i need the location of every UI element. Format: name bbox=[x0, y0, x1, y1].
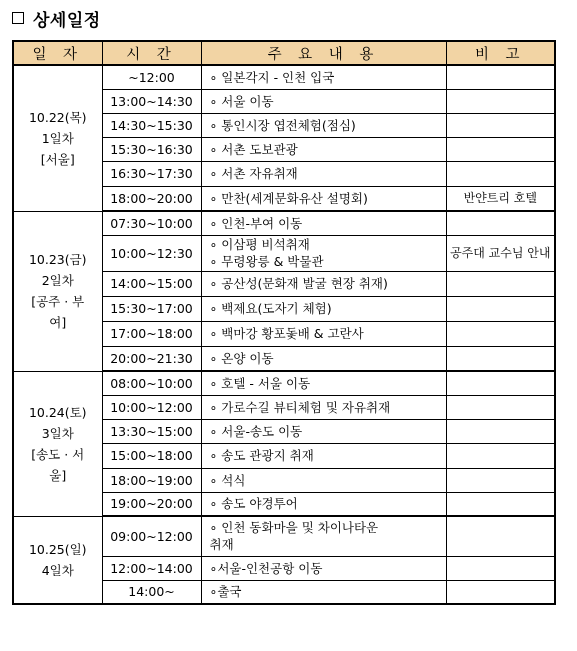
date-line: 10.23(금) bbox=[28, 252, 87, 267]
content-line: ∘ 인천 동화마을 및 차이나타운 bbox=[209, 520, 379, 536]
date-cell bbox=[13, 516, 102, 604]
date-line: 10.25(일) bbox=[28, 541, 87, 557]
note-cell bbox=[446, 65, 555, 89]
content-cell bbox=[201, 65, 446, 89]
note-cell bbox=[446, 580, 555, 604]
content-cell bbox=[201, 492, 446, 516]
content-cell bbox=[201, 113, 446, 137]
date-line: [공주 · 부 bbox=[31, 294, 85, 309]
time-cell: 17:00~18:00 bbox=[102, 321, 201, 346]
date-line: 2일차 bbox=[41, 273, 74, 288]
content-line: ∘ 호텔 - 서울 이동 bbox=[209, 375, 311, 391]
content-cell bbox=[201, 580, 446, 604]
table-row bbox=[13, 211, 555, 235]
content-cell bbox=[201, 395, 446, 419]
time-cell: 07:30~10:00 bbox=[102, 211, 201, 235]
time-cell: 09:00~12:00 bbox=[102, 516, 201, 556]
date-line: 3일차 bbox=[41, 425, 74, 441]
content-line: ∘서울-인천공항 이동 bbox=[209, 560, 323, 576]
date-cell bbox=[13, 371, 102, 516]
content-cell bbox=[201, 443, 446, 468]
date-line: 울] bbox=[49, 467, 67, 483]
date-line: 1일차 bbox=[41, 130, 74, 146]
note-cell bbox=[446, 371, 555, 395]
note-cell bbox=[446, 113, 555, 137]
content-line: ∘출국 bbox=[209, 584, 242, 600]
time-cell: 14:00~15:00 bbox=[102, 271, 201, 296]
content-cell bbox=[201, 346, 446, 371]
time-cell: 10:00~12:30 bbox=[102, 235, 201, 271]
note-cell bbox=[446, 89, 555, 113]
content-line: ∘ 서울-송도 이동 bbox=[209, 423, 303, 439]
content-line: ∘ 송도 관광지 취재 bbox=[209, 448, 314, 463]
note-cell: 공주대 교수님 안내 bbox=[446, 235, 555, 271]
content-line: ∘ 인천-부여 이동 bbox=[209, 215, 303, 231]
content-cell bbox=[201, 186, 446, 211]
time-cell: 18:00~19:00 bbox=[102, 468, 201, 492]
schedule-table bbox=[12, 40, 556, 605]
content-cell bbox=[201, 161, 446, 186]
note-cell bbox=[446, 211, 555, 235]
date-line: [서울] bbox=[40, 151, 75, 167]
note-cell: 반얀트리 호텔 bbox=[446, 186, 555, 211]
content-line: ∘ 무령왕릉 & 박물관 bbox=[209, 254, 324, 269]
note-cell bbox=[446, 492, 555, 516]
time-cell: 08:00~10:00 bbox=[102, 371, 201, 395]
schedule-body bbox=[13, 65, 555, 604]
content-line: ∘ 백마강 황포돛배 & 고란사 bbox=[209, 326, 364, 341]
content-cell bbox=[201, 235, 446, 271]
date-line: 4일차 bbox=[41, 562, 74, 578]
time-cell: 12:00~14:00 bbox=[102, 556, 201, 580]
time-cell: 18:00~20:00 bbox=[102, 186, 201, 211]
content-cell bbox=[201, 271, 446, 296]
content-line: ∘ 온양 이동 bbox=[209, 350, 274, 366]
date-cell bbox=[13, 65, 102, 211]
time-cell: 13:00~14:30 bbox=[102, 89, 201, 113]
time-cell: 14:30~15:30 bbox=[102, 113, 201, 137]
content-cell bbox=[201, 321, 446, 346]
header-time: 시 간 bbox=[102, 41, 201, 65]
time-cell: 13:30~15:00 bbox=[102, 419, 201, 443]
content-line: ∘ 송도 야경투어 bbox=[209, 496, 298, 512]
date-cell bbox=[13, 211, 102, 371]
note-cell bbox=[446, 346, 555, 371]
content-cell bbox=[201, 419, 446, 443]
time-cell: 15:30~16:30 bbox=[102, 137, 201, 161]
section-title bbox=[12, 5, 101, 31]
content-line: ∘ 서촌 도보관광 bbox=[209, 141, 298, 157]
checkbox-square-icon bbox=[12, 12, 24, 24]
content-cell bbox=[201, 556, 446, 580]
time-cell: 19:00~20:00 bbox=[102, 492, 201, 516]
date-line: [송도 · 서 bbox=[31, 446, 85, 462]
note-cell bbox=[446, 419, 555, 443]
note-cell bbox=[446, 321, 555, 346]
note-cell bbox=[446, 443, 555, 468]
content-line: ∘ 서촌 자유취재 bbox=[209, 166, 298, 181]
table-row bbox=[13, 371, 555, 395]
date-line: 10.24(토) bbox=[28, 404, 87, 420]
note-cell bbox=[446, 556, 555, 580]
time-cell: 10:00~12:00 bbox=[102, 395, 201, 419]
header-date: 일 자 bbox=[13, 41, 102, 65]
note-cell bbox=[446, 468, 555, 492]
header-content: 주 요 내 용 bbox=[201, 41, 446, 65]
time-cell: 16:30~17:30 bbox=[102, 161, 201, 186]
content-cell bbox=[201, 468, 446, 492]
time-cell: 15:00~18:00 bbox=[102, 443, 201, 468]
table-row bbox=[13, 65, 555, 89]
content-line: ∘ 일본각지 - 인천 입국 bbox=[209, 69, 335, 85]
content-cell bbox=[201, 211, 446, 235]
date-line: 10.22(목) bbox=[28, 109, 87, 125]
content-cell bbox=[201, 371, 446, 395]
time-cell: 15:30~17:00 bbox=[102, 296, 201, 321]
note-cell bbox=[446, 395, 555, 419]
header-row bbox=[13, 41, 555, 65]
content-cell bbox=[201, 296, 446, 321]
content-line: ∘ 통인시장 엽전체험(점심) bbox=[209, 117, 356, 133]
note-cell bbox=[446, 161, 555, 186]
content-line: ∘ 석식 bbox=[209, 472, 246, 488]
content-line: 취재 bbox=[209, 537, 234, 553]
content-cell bbox=[201, 137, 446, 161]
note-cell bbox=[446, 516, 555, 556]
content-line: ∘ 이삼평 비석취재 bbox=[209, 237, 310, 252]
date-line: 여] bbox=[49, 315, 67, 330]
note-cell bbox=[446, 137, 555, 161]
note-cell bbox=[446, 296, 555, 321]
content-line: ∘ 백제요(도자기 체험) bbox=[209, 301, 332, 316]
content-cell bbox=[201, 89, 446, 113]
content-line: ∘ 가로수길 뷰티체험 및 자유취재 bbox=[209, 399, 391, 415]
time-cell: 20:00~21:30 bbox=[102, 346, 201, 371]
content-line: ∘ 공산성(문화재 발굴 현장 취재) bbox=[209, 276, 388, 291]
table-row bbox=[13, 516, 555, 556]
section-title-text: 상세일정 bbox=[33, 10, 101, 31]
time-cell: ~12:00 bbox=[102, 65, 201, 89]
content-cell bbox=[201, 516, 446, 556]
header-note: 비 고 bbox=[446, 41, 555, 65]
time-cell: 14:00~ bbox=[102, 580, 201, 604]
content-line: ∘ 서울 이동 bbox=[209, 93, 274, 109]
note-cell bbox=[446, 271, 555, 296]
content-line: ∘ 만찬(세계문화유산 설명회) bbox=[209, 190, 368, 206]
